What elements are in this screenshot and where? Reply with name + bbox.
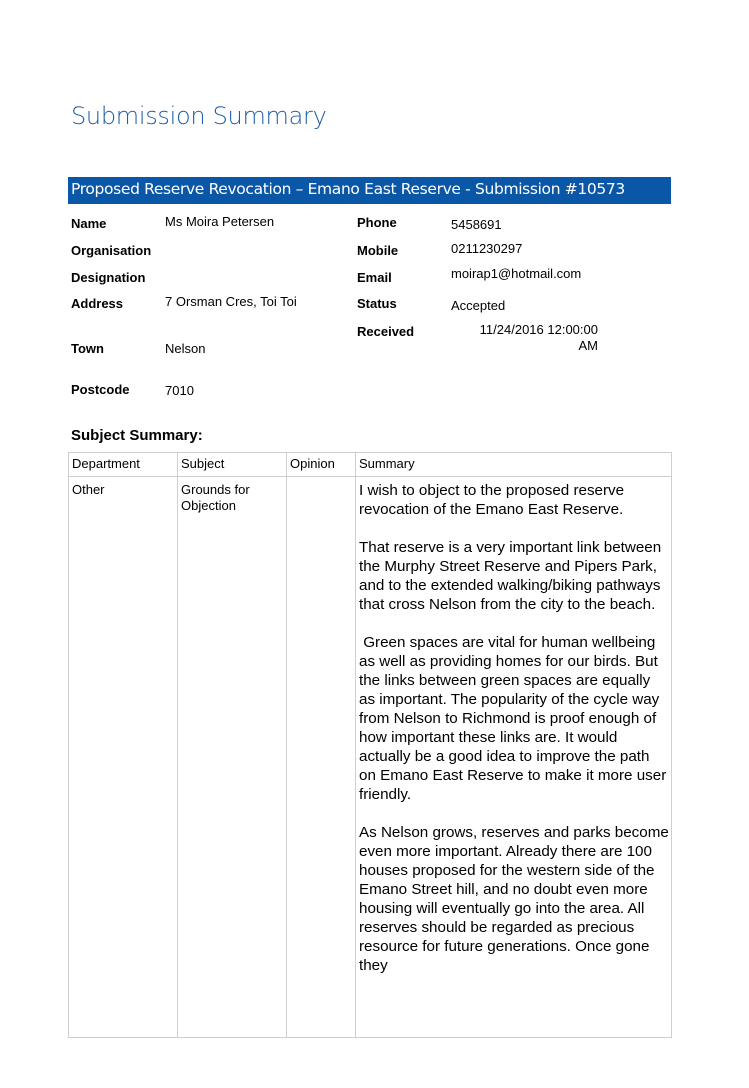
organisation-label: Organisation [71,243,152,258]
status-label: Status [357,296,397,311]
email-label: Email [357,270,392,285]
address-label: Address [71,296,124,311]
mobile-label: Mobile [357,243,399,258]
received-date: 11/24/2016 12:00:00 [479,322,598,337]
status-value: Accepted [451,298,506,313]
opinion-value [287,477,355,482]
postcode-value: 7010 [165,383,194,398]
subject-cell [178,477,287,1038]
summary-text [356,477,671,975]
summary-paragraph: As Nelson grows, reserves and parks become even more important. Already there are 100 houses proposed for the western side of the Emano Street hill, and no doubt even more housing will eventually go into the area. All reserves should be regarded as precious resource for future generations. Once gone they [359,824,669,974]
designation-label: Designation [71,270,146,285]
name-label: Name [71,216,107,231]
department-cell [69,477,178,1038]
address-value: 7 Orsman Cres, Toi Toi [165,294,297,309]
table-header-row [69,453,672,477]
page-title: Submission Summary [71,102,327,130]
summary-paragraph: Green spaces are vital for human wellbeing as well as providing homes for our birds. But the links between green spaces are equally as important. The popularity of the cycle way from Nelson to Richmond is proof enough of how important these links are. It would actually be a good idea to improve the path on Emano East Reserve to make it more user friendly. [359,634,671,803]
submission-banner: Proposed Reserve Revocation – Emano East Reserve - Submission #10573 [68,177,671,204]
column-header-department: Department [69,453,178,477]
column-header-opinion: Opinion [287,453,356,477]
column-header-subject: Subject [178,453,287,477]
name-value: Ms Moira Petersen [165,214,275,229]
department-value: Other [72,482,105,497]
column-header-summary: Summary [356,453,672,477]
table-row [69,477,672,1038]
summary-paragraph: That reserve is a very important link between the Murphy Street Reserve and Pipers Park, and to the extended walking/biking pathways that cross Nelson from the city to the beach. [359,539,662,613]
subject-summary-table [68,452,672,1038]
postcode-label: Postcode [71,382,130,397]
phone-label: Phone [357,215,397,230]
summary-cell [356,477,672,1038]
received-value [456,322,598,354]
town-value: Nelson [165,341,206,356]
subject-summary-title: Subject Summary: [71,427,203,444]
town-label: Town [71,341,104,356]
summary-paragraph: I wish to object to the proposed reserve revocation of the Emano East Reserve. [359,482,625,518]
opinion-cell [287,477,356,1038]
subject-value: Grounds for Objection [181,482,250,513]
received-ampm: AM [578,338,598,353]
email-value: moirap1@hotmail.com [451,266,582,281]
received-label: Received [357,324,415,339]
phone-value: 5458691 [451,217,502,232]
mobile-value: 0211230297 [451,241,523,256]
